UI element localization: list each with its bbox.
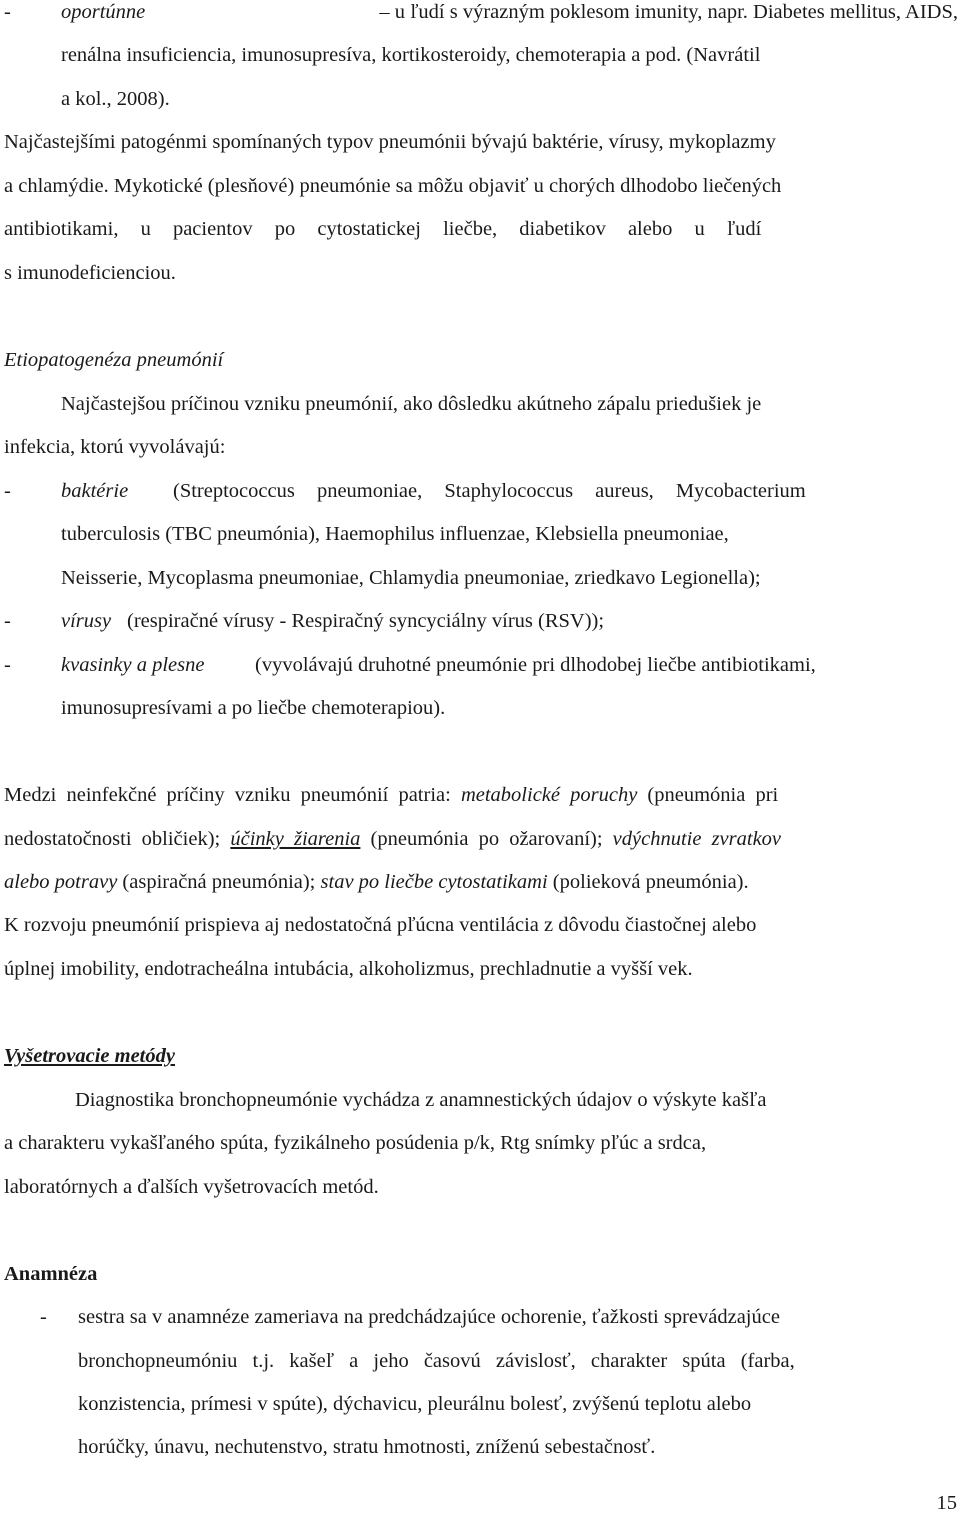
page-number: 15	[936, 1492, 957, 1514]
bacteria-text-1: (Streptococcus pneumoniae, Staphylococcus aureus, Mycobacterium	[173, 480, 806, 502]
anamnesis-line-2: bronchopneumóniu t.j. kašeľ a jeho časovú závislosť, charakter spúta (farba,	[78, 1350, 795, 1372]
bacteria-text-2: tuberculosis (TBC pneumónia), Haemophilus influenzae, Klebsiella pneumoniae,	[61, 523, 729, 545]
fungi-term: kvasinky a plesne	[61, 654, 205, 676]
etio-heading: Etiopatogenéza pneumónií	[4, 349, 224, 371]
noninf-food: alebo potravy	[4, 871, 118, 893]
noninf-line-5: úplnej imobility, endotracheálna intubácia, alkoholizmus, prechladnutie a vyšší vek.	[4, 958, 693, 980]
noninf-aspiration: vdýchnutie zvratkov	[612, 828, 782, 850]
intro-line-1	[0, 0, 960, 27]
dash-marker: -	[4, 610, 11, 632]
anamnesis-heading: Anamnéza	[4, 1263, 98, 1285]
anamnesis-item	[0, 1302, 960, 1332]
noninf-drug-note: (polieková pneumónia).	[552, 871, 749, 893]
bacteria-text-3: Neisserie, Mycoplasma pneumoniae, Chlamydia pneumoniae, zriedkavo Legionella);	[61, 567, 761, 589]
intro-line-2: renálna insuficiencia, imunosupresíva, kortikosteroidy, chemoterapia a pod. (Navrátil	[61, 44, 761, 66]
virus-item	[0, 606, 960, 636]
noninf-radiation: účinky žiarenia	[230, 828, 361, 850]
fungi-text-1: (vyvolávajú druhotné pneumónie pri dlhodobej liečbe antibiotikami,	[255, 654, 816, 676]
anamnesis-line-3: konzistencia, prímesi v spúte), dýchavicu, pleurálnu bolesť, zvýšenú teplotu alebo	[78, 1393, 752, 1415]
fungi-item	[0, 650, 960, 680]
noninf-radiation-note: (pneumónia po ožarovaní);	[370, 828, 603, 850]
methods-line-1: Diagnostika bronchopneumónie vychádza z anamnestických údajov o výskyte kašľa	[75, 1089, 767, 1111]
pathogens-line-4: s imunodeficienciou.	[4, 262, 176, 284]
etio-line-2: infekcia, ktorú vyvolávajú:	[4, 436, 226, 458]
pathogens-line-1: Najčastejšími patogénmi spomínaných typov pneumónii bývajú baktérie, vírusy, mykoplazmy	[4, 131, 776, 153]
noninf-aspiration-note: (aspiračná pneumónia);	[122, 871, 316, 893]
noninf-line-1	[4, 780, 960, 810]
pathogens-line-2: a chlamýdie. Mykotické (plesňové) pneumónie sa môžu objaviť u chorých dlhodobo liečených	[4, 175, 782, 197]
etio-line-1: Najčastejšou príčinou vzniku pneumónií, ako dôsledku akútneho zápalu priedušiek je	[61, 393, 762, 415]
dash-marker: -	[4, 480, 11, 502]
noninf-intro: Medzi neinfekčné príčiny vzniku pneumónií patria:	[4, 784, 451, 806]
opportunistic-term: oportúnne	[61, 1, 146, 23]
dash-marker: -	[4, 654, 11, 676]
virus-text: (respiračné vírusy - Respiračný syncyciálny vírus (RSV));	[127, 610, 605, 632]
noninf-metabolic-note: (pneumónia pri	[647, 784, 779, 806]
methods-line-2: a charakteru vykašľaného spúta, fyzikálneho posúdenia p/k, Rtg snímky pľúc a srdca,	[4, 1132, 707, 1154]
opportunistic-text: – u ľudí s výrazným poklesom imunity, napr. Diabetes mellitus, AIDS,	[379, 1, 958, 23]
dash-marker: -	[40, 1306, 47, 1328]
noninf-line-4: K rozvoju pneumónií prispieva aj nedostatočná pľúcna ventilácia z dôvodu čiastočnej alebo	[4, 914, 757, 936]
anamnesis-line-1: sestra sa v anamnéze zameriava na predchádzajúce ochorenie, ťažkosti sprevádzajúce	[78, 1306, 780, 1328]
anamnesis-line-4: horúčky, únavu, nechutenstvo, stratu hmotnosti, zníženú sebestačnosť.	[78, 1436, 656, 1458]
methods-heading: Vyšetrovacie metódy	[4, 1045, 175, 1067]
noninf-kidney: nedostatočnosti obličiek);	[4, 828, 221, 850]
bacteria-term: baktérie	[61, 480, 129, 502]
noninf-line-2	[4, 824, 960, 854]
pathogens-line-3: antibiotikami, u pacientov po cytostatickej liečbe, diabetikov alebo u ľudí	[4, 218, 762, 240]
methods-line-3: laboratórnych a ďalších vyšetrovacích metód.	[4, 1176, 379, 1198]
noninf-line-3	[4, 867, 960, 897]
noninf-metabolic: metabolické poruchy	[460, 784, 638, 806]
virus-term: vírusy	[61, 610, 112, 632]
intro-line-3: a kol., 2008).	[61, 88, 170, 110]
bacteria-item	[0, 476, 960, 506]
dash-marker: -	[4, 1, 11, 23]
fungi-text-2: imunosupresívami a po liečbe chemoterapiou).	[61, 697, 446, 719]
noninf-cytostatics: stav po liečbe cytostatikami	[320, 871, 548, 893]
